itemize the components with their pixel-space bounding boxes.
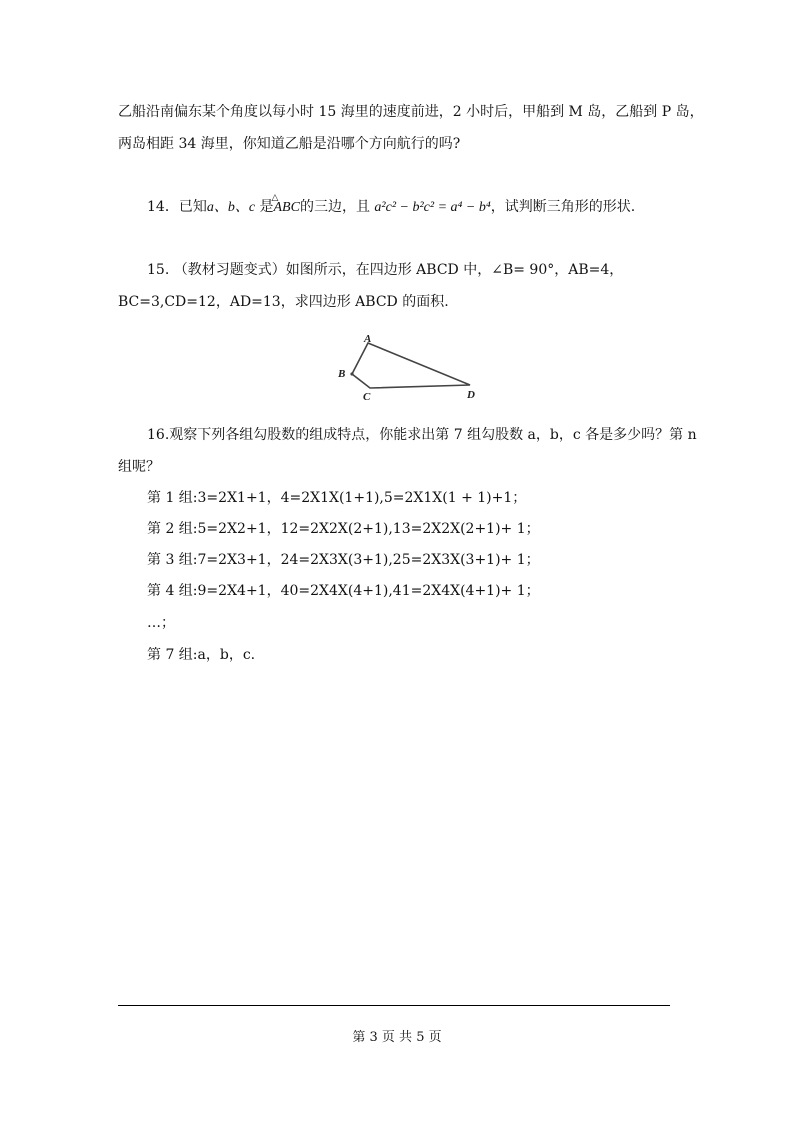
problem-16-group-1: 第 1 组:3=2X1+1，4=2X1X(1+1),5=2X1X(1 + 1)+1； <box>147 490 527 506</box>
problem-14-prefix: 14．已知 <box>147 199 207 215</box>
problem-16-line-2: 组呢？ <box>118 459 160 475</box>
triangle-name: ABC <box>273 200 300 215</box>
problem-14-middle: 的三边，且 <box>299 199 370 215</box>
problem-13-line-2: 两岛相距 34 海里，你知道乙船是沿哪个方向航行的吗? <box>118 136 461 152</box>
problem-15-line-2: BC=3,CD=12，AD=13，求四边形 ABCD 的面积. <box>118 294 449 310</box>
label-a: A <box>364 333 372 345</box>
problem-15-line-1: 15. （教材习题变式）如图所示，在四边形 ABCD 中，∠B= 90°，AB=4， <box>147 262 624 278</box>
problem-14-sides: a、b、c <box>206 200 256 215</box>
problem-14-suffix: ，试判断三角形的形状. <box>490 199 636 215</box>
problem-16-group-3: 第 3 组:7=2X3+1，24=2X3X(3+1),25=2X3X(3+1)+ 1； <box>147 552 540 568</box>
quadrilateral-outline <box>352 343 470 388</box>
problem-16-line-1: 16.观察下列各组勾股数的组成特点，你能求出第 7 组勾股数 a，b，c 各是多少吗？第 n <box>147 427 697 443</box>
triangle-label <box>271 193 300 218</box>
problem-14 <box>147 193 636 218</box>
problem-13-line-1: 乙船沿南偏东某个角度以每小时 15 海里的速度前进，2 小时后，甲船到 M 岛，乙船到 P 岛， <box>118 104 704 120</box>
label-d: D <box>467 389 475 401</box>
footer-divider <box>118 1005 670 1006</box>
problem-16-group-2: 第 2 组:5=2X2+1，12=2X2X(2+1),13=2X2X(2+1)+ 1； <box>147 521 540 537</box>
triangle-symbol: △ <box>271 193 279 203</box>
problem-16-group-7: 第 7 组:a，b，c. <box>147 647 256 663</box>
vertex-b-dot <box>350 372 353 375</box>
problem-14-is: 是 <box>255 199 274 215</box>
problem-16-group-4: 第 4 组:9=2X4+1，40=2X4X(4+1),41=2X4X(4+1)+ 1； <box>147 583 540 599</box>
problem-16-ellipsis: …； <box>147 615 175 631</box>
label-c: C <box>363 391 371 403</box>
problem-14-equation: a²c² − b²c² = a⁴ − b⁴ <box>374 200 491 215</box>
label-b: B <box>338 368 346 380</box>
page-number: 第 3 页 共 5 页 <box>352 1030 442 1045</box>
quadrilateral-figure <box>330 328 490 408</box>
